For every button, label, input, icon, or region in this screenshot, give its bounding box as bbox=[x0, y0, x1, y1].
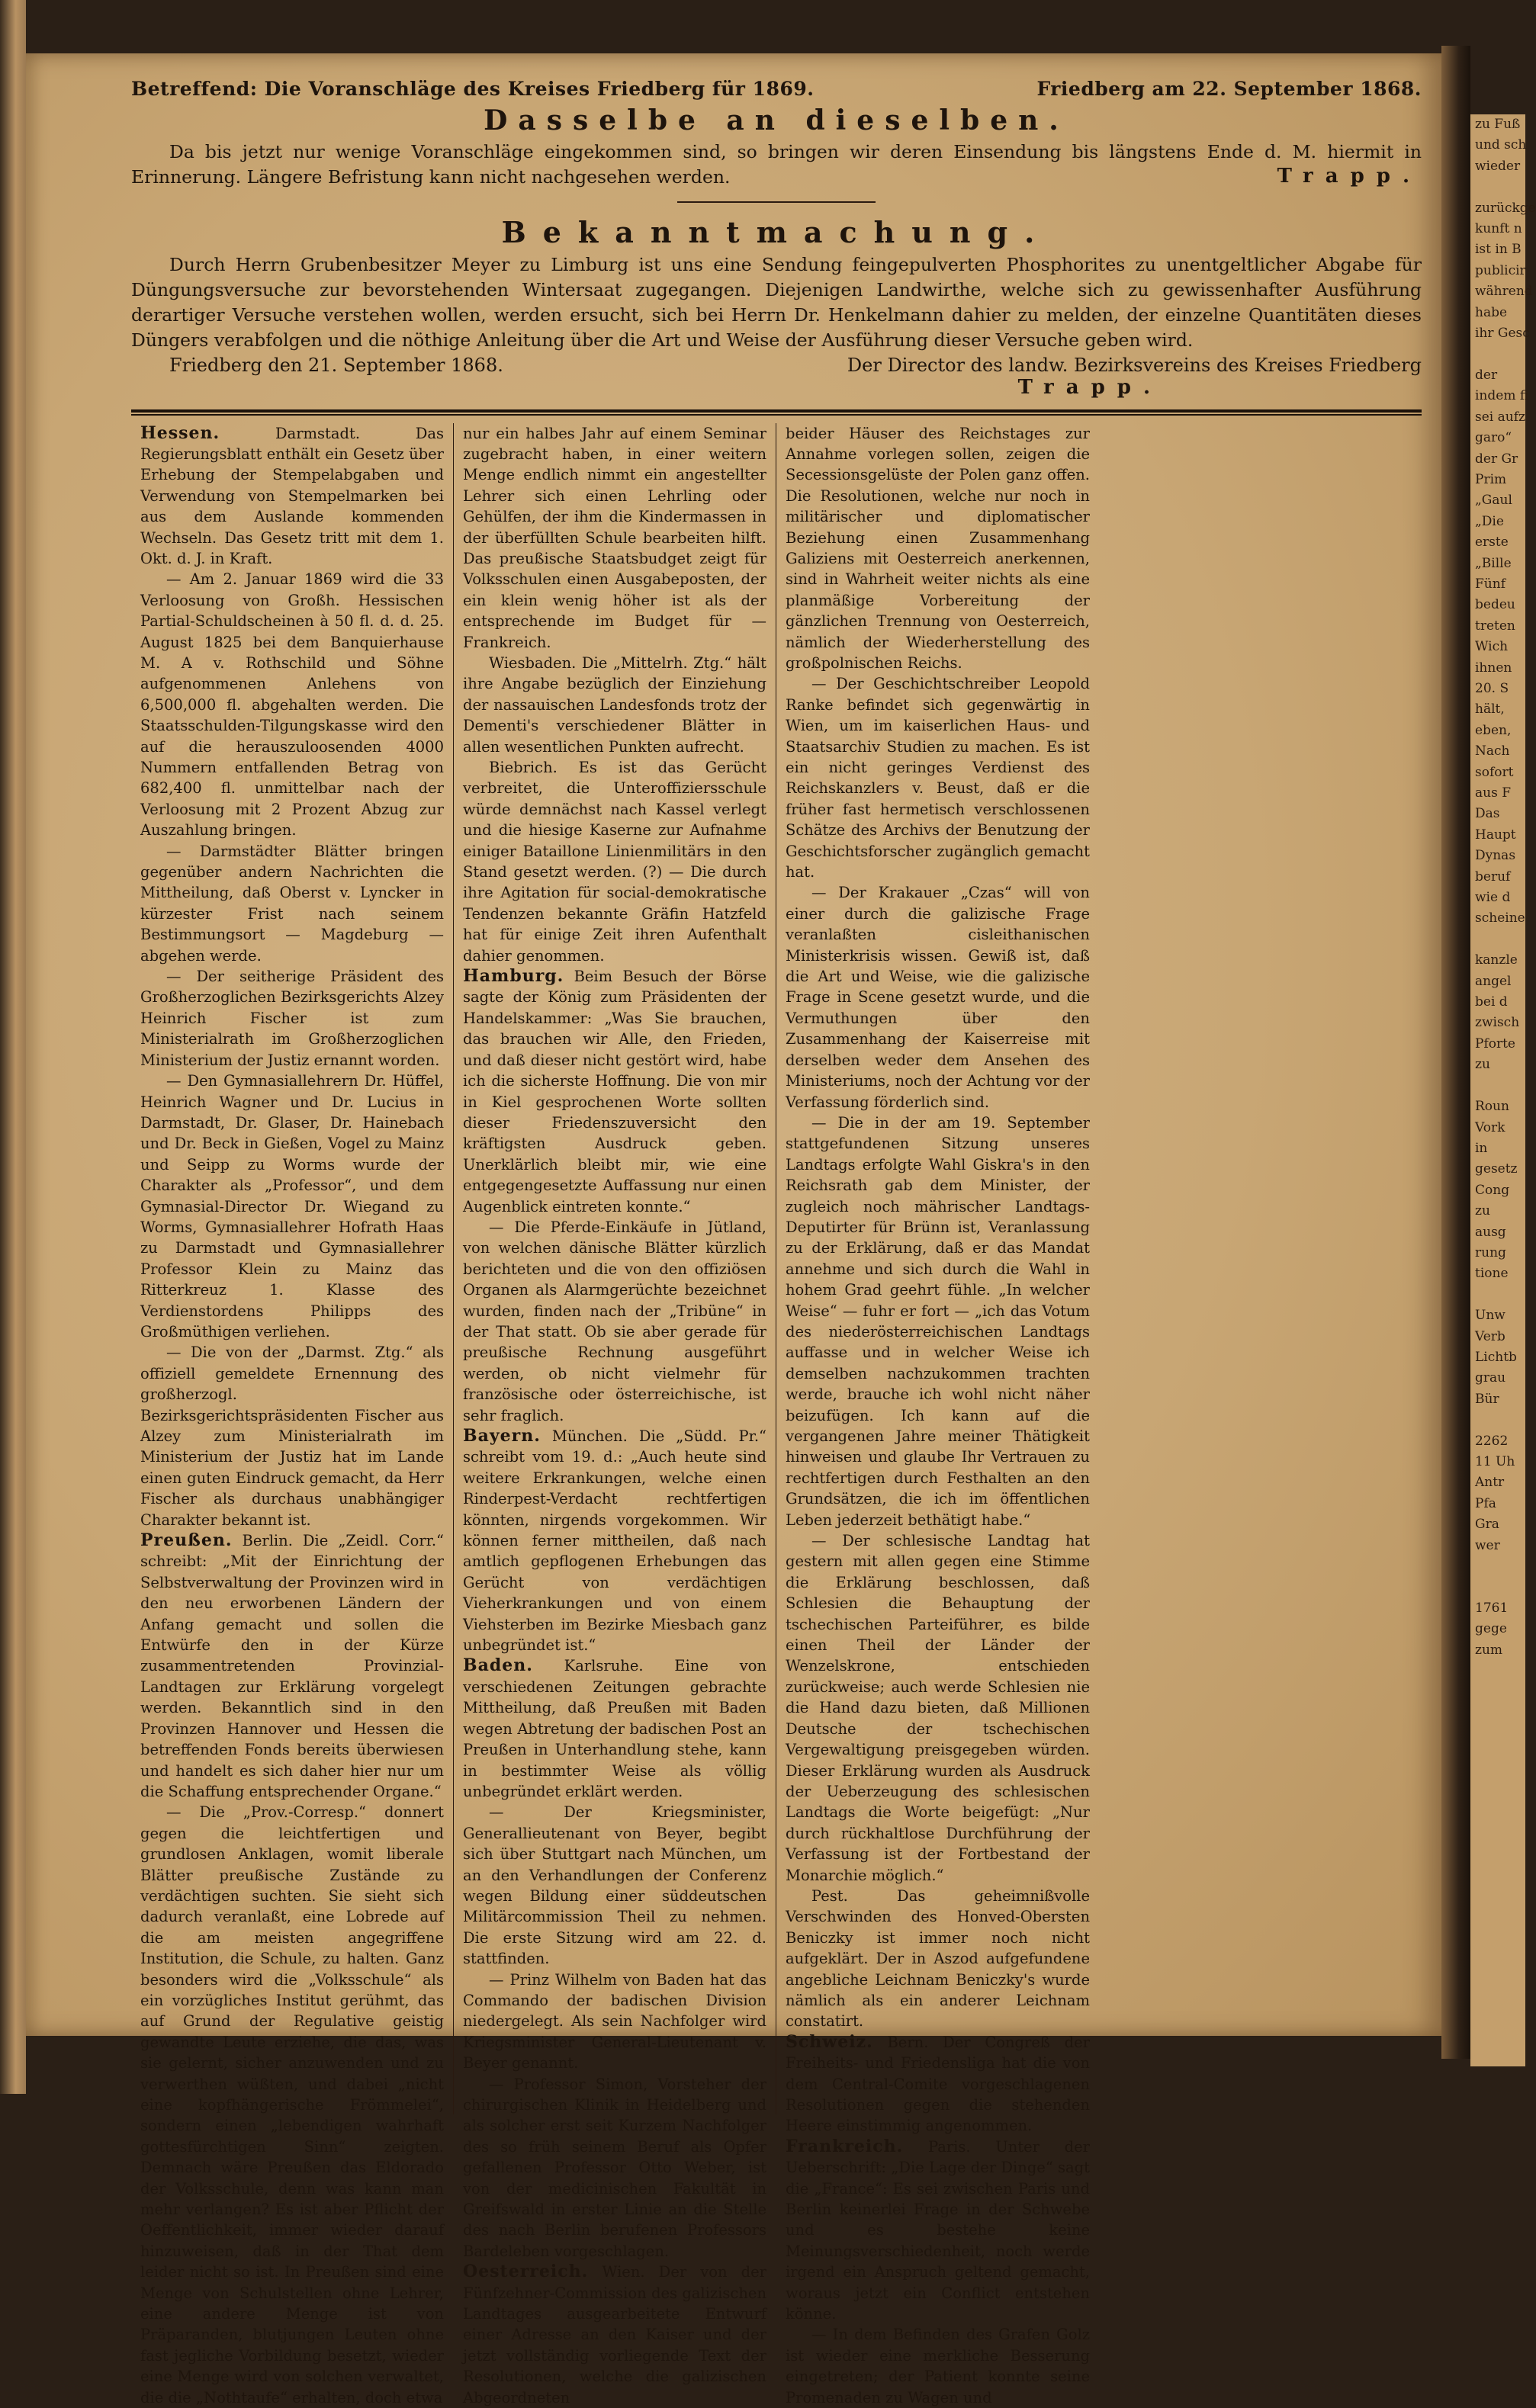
next-page-line: gege bbox=[1475, 1621, 1507, 1637]
next-page-line bbox=[1470, 1577, 1525, 1597]
next-page-line: Lichtb bbox=[1475, 1349, 1517, 1365]
article-text: nur ein halbes Jahr auf einem Seminar zugebracht haben, in einer weitern Menge endlich nimmt ein angestellter Lehrer sich einen Lehrling oder Gehülfen, der ihm die Kindermassen in der überfüllten Schule bearbeiten hilft. Das preußische Staatsbudget zeigt für Volksschulen einen Ausgabeposten, der ein klein wenig höher ist als der entsprechende im Budget für — Frankreich. bbox=[463, 424, 766, 651]
book-gutter bbox=[1441, 46, 1470, 2059]
article-paragraph bbox=[786, 1530, 1090, 1886]
next-page-line bbox=[1470, 177, 1525, 197]
next-page-line: 11 Uh bbox=[1475, 1454, 1515, 1469]
next-page-line: garo“ bbox=[1475, 430, 1512, 446]
article-text: — Der Kriegsminister, Generallieutenant von Beyer, begibt sich über Stuttgart nach München, um an den Verhandlungen der Conferenz wegen Bildung einer süddeutschen Militärcommission Theil zu nehmen. Die erste Sitzung wird am 22. d. stattfinden. bbox=[463, 1803, 766, 1968]
section-divider bbox=[677, 201, 876, 203]
notice2-signature: Trapp. bbox=[1017, 376, 1162, 399]
next-page-line: in bbox=[1475, 1140, 1488, 1156]
article-text: — Am 2. Januar 1869 wird die 33 Verloosung von Großh. Hessischen Partial-Schuldscheinen à 50 fl. d. d. 25. August 1825 bei dem Banquierhause M. A v. Rothschild und Söhne aufgenommenen Anlehens von 6,500,000 fl. abgehalten werden. Die Staatsschulden-Tilgungskasse wird den auf die herauszuloosenden 4000 Nummern entfallenden Betrag von 682,400 fl. unmittelbar nach der Verloosung mit 2 Prozent Abzug zur Auszahlung bringen. bbox=[140, 570, 444, 840]
article-paragraph bbox=[786, 2032, 1090, 2137]
article-paragraph bbox=[463, 1970, 766, 2074]
article-paragraph bbox=[140, 966, 444, 1071]
article-text: Karlsruhe. Eine von verschiedenen Zeitungen gebrachte Mittheilung, daß Preußen mit Baden wegen Abtretung der badischen Post an Preußen in Unterhandlung stehe, kann in bestimmter Weise als völlig unbegründet erklärt werden. bbox=[463, 1657, 766, 1800]
next-page-line: ausg bbox=[1475, 1224, 1506, 1240]
article-paragraph bbox=[140, 1342, 444, 1530]
next-page-line: Fünf bbox=[1475, 576, 1505, 592]
article-text: — Der Geschichtschreiber Leopold Ranke befindet sich gegenwärtig in Wien, um im kaiserlichen Haus- und Staatsarchiv Studien zu machen. Es ist ein nicht geringes Verdienst des Reichskanzlers v. Beust, daß er die früher fast hermetisch verschlossenen Schätze des Archivs der Benutzung der Geschichtsforscher zugänglich gemacht hat. bbox=[786, 675, 1090, 881]
next-page-line: sofort bbox=[1475, 764, 1514, 780]
next-page-line: sei aufz bbox=[1475, 409, 1525, 425]
article-paragraph bbox=[786, 1112, 1090, 1530]
next-page-line: habe bbox=[1475, 304, 1508, 320]
next-page-line bbox=[1470, 929, 1525, 950]
next-page-line: 20. S bbox=[1475, 680, 1509, 696]
next-page-line: tione bbox=[1475, 1266, 1509, 1282]
next-page-line: „Gaul bbox=[1475, 493, 1512, 509]
notice1-title: Dasselbe an dieselben. bbox=[484, 104, 1069, 136]
article-paragraph bbox=[463, 1217, 766, 1426]
article-text: — In dem Befinden des Grafen Golz ist wieder eine merkliche Besserung eingetreten; der Patient konnte seine Promenaden zu Wagen und bbox=[786, 2326, 1090, 2406]
next-page-line: angel bbox=[1475, 973, 1512, 989]
article-text: — Der schlesische Landtag hat gestern mit allen gegen eine Stimme die Erklärung beschlossen, daß Schlesien die Behauptung der tschechischen Parteiführer, es bilde einen Theil der Länder der Wenzelskrone, entschieden zurückweise; auch werde Schlesien nie die Hand dazu bieten, daß Millionen Deutsche der tschechischen Vergewaltigung preisgegeben würden. Dieser Erklärung wurden als Ausdruck der Ueberzeugung des schlesischen Landtags die Worte beigefügt: „Nur durch rückhaltlose Durchführung der Verfassung ist der Fortbestand der Monarchie möglich.“ bbox=[786, 1532, 1090, 1884]
next-page-line: wie d bbox=[1475, 890, 1511, 906]
article-text: — Die in der am 19. September stattgefundenen Sitzung unseres Landtags erfolgte Wahl Giskra's in den Reichsrath gab dem Minister, der zugleich noch mährischer Landtags-Deputirter für Brünn ist, Veranlassung zu der Erklärung, daß er das Mandat annehme und sich durch die Wahl in hohem Grad geehrt fühle. „In welcher Weise“ — fuhr er fort — „ich das Votum des niederösterreichischen Landtags auffasse und in welcher Weise ich demselben nachzukommen trachten werde, brauche ich wohl nicht näher beizufügen. Ich kann auf die vergangenen Jahre meiner Thätigkeit hinweisen und glaube Ihr Vertrauen zu rechtfertigen durch Festhalten an den Grundsätzen, die ich im öffentlichen Leben jederzeit bethätigt habe.“ bbox=[786, 1113, 1090, 1529]
news-column-3 bbox=[776, 423, 1099, 2406]
article-paragraph bbox=[463, 1426, 766, 1655]
article-paragraph bbox=[463, 757, 766, 966]
next-page-line: Roun bbox=[1475, 1099, 1509, 1115]
article-paragraph bbox=[140, 1802, 444, 2408]
article-text: — Darmstädter Blätter bringen gegenüber andern Nachrichten die Mittheilung, daß Oberst v. Lyncker in kürzester Frist nach seinem Bestimmungsort — Magdeburg — abgehen werde. bbox=[140, 842, 444, 965]
article-text: Berlin. Die „Zeidl. Corr.“ schreibt: „Mit der Einrichtung der Selbstverwaltung der Provinzen wird in den neu erworbenen Ländern der Anfang gemacht und sollen die Entwürfe den in der Kürze zusammentretenden Provinzial-Landtagen zur Erklärung vorgelegt werden. Bekanntlich sind in den Provinzen Hannover und Hessen die betreffenden Fonds bereits überwiesen und handelt es sich daher hier nur um die Schaffung entsprechender Organe.“ bbox=[140, 1532, 444, 1800]
announcement-header bbox=[131, 78, 1422, 100]
next-page-line: aus F bbox=[1475, 785, 1512, 801]
heavy-rule bbox=[131, 409, 1422, 413]
subject-line: Betreffend: Die Voranschläge des Kreises Friedberg für 1869. bbox=[131, 78, 815, 100]
news-column-2 bbox=[454, 423, 776, 2406]
notice2-title: Bekanntmachung. bbox=[501, 215, 1052, 249]
next-page-line bbox=[1470, 1285, 1525, 1305]
next-page-line: eben, bbox=[1475, 722, 1512, 738]
next-page-line: ihnen bbox=[1475, 660, 1512, 676]
next-page-line: „Die bbox=[1475, 513, 1504, 529]
state-heading: Frankreich. bbox=[786, 2136, 904, 2156]
article-paragraph bbox=[463, 653, 766, 757]
next-page-line bbox=[1470, 1410, 1525, 1430]
notice1-text: Da bis jetzt nur wenige Voranschläge eingekommen sind, so bringen wir deren Einsendung bis längstens Ende d. M. hiermit in Erinnerung. Längere Befristung kann nicht nachgesehen werden. bbox=[131, 141, 1422, 188]
article-text: Beim Besuch der Börse sagte der König zum Präsidenten der Handelskammer: „Was Sie brauchen, das brauchen wir Alle, den Frieden, und daß dieser nicht gestört wird, habe ich die sicherste Hoffnung. Die von mir in Kiel gesprochenen Worte sollten dieser Friedenszuversicht den kräftigsten Ausdruck geben. Unerklärlich bleibt mir, wie eine entgegengesetzte Auffassung nur einen Augenblick eintreten konnte.“ bbox=[463, 968, 766, 1215]
next-page-line: Gra bbox=[1475, 1517, 1499, 1533]
state-heading: Oesterreich. bbox=[463, 2262, 589, 2282]
next-page-line: 2262 bbox=[1475, 1433, 1509, 1449]
article-paragraph bbox=[786, 2324, 1090, 2408]
article-text: — Der seitherige Präsident des Großherzoglichen Bezirksgerichts Alzey Heinrich Fischer ist zum Ministerialrath im Großherzoglichen Ministerium der Justiz ernannt worden. bbox=[140, 968, 444, 1069]
article-text: beider Häuser des Reichstages zur Annahme vorlegen sollen, zeigen die Secessionsgelüste der Polen ganz offen. Die Resolutionen, welche nur noch in militärischer und diplomatischer Beziehung einen Zusammenhang Galiziens mit Oesterreich anerkennen, sind in Wahrheit weiter nichts als eine planmäßige Vorbereitung der gänzlichen Trennung von Oesterreich, nämlich der Wiederherstellung des großpolnischen Reichs. bbox=[786, 424, 1090, 672]
next-page-line: hält, bbox=[1475, 702, 1505, 718]
news-column-1 bbox=[131, 422, 454, 2406]
next-page-line: Verb bbox=[1475, 1328, 1505, 1344]
article-text: — Der Krakauer „Czas“ will von einer durch die galizische Frage veranlaßten cisleithanischen Ministerkrisis wissen. Gewiß ist, daß die Art und Weise, wie die galizische Frage in Scene gesetzt wurde, und die Vermuthungen über den Zusammenhang der Kaiserreise mit derselben weder dem Ansehen des Ministeriums, noch der Achtung vor der Verfassung förderlich sind. bbox=[786, 884, 1090, 1111]
next-page-line: ihr Gesc bbox=[1475, 326, 1530, 342]
article-paragraph bbox=[463, 966, 766, 1217]
next-page-line: Dynas bbox=[1475, 848, 1516, 864]
article-paragraph bbox=[140, 423, 444, 570]
next-page-line: Das bbox=[1475, 806, 1500, 822]
article-text: — Den Gymnasiallehrern Dr. Hüffel, Heinrich Wagner und Dr. Lucius in Darmstadt, Dr. Glaser, Dr. Hainebach und Dr. Beck in Gießen, Vogel zu Mainz und Seipp zu Worms wurde der Charakter als „Professor“, und dem Gymnasial-Director Dr. Wiegand zu Worms, Gymnasiallehrer Hofrath Haas zu Darmstadt und Gymnasiallehrer Professor Klein zu Mainz das Ritterkreuz 1. Klasse des Verdienstordens Philipps des Großmüthigen verliehen. bbox=[140, 1072, 444, 1340]
next-page-line: gesetz bbox=[1475, 1161, 1518, 1177]
next-page-line: zurückge bbox=[1475, 200, 1536, 216]
article-text: Wien. Der von der Fünfzehner-Commission des galizischen Landtages ausgearbeitete Entwurf einer Adresse an den Kaiser und der jetzt vollständig vorliegende Text der Resolutionen, welche die galizischen Abgeordneten bbox=[463, 2263, 766, 2406]
article-text: Wiesbaden. Die „Mittelrh. Ztg.“ hält ihre Angabe bezüglich der Einziehung der nassauischen Landesfonds trotz der Dementi's verschiedener Blätter in allen wesentlichen Punkten aufrecht. bbox=[463, 653, 766, 756]
next-page-line: treten bbox=[1475, 618, 1515, 634]
article-paragraph bbox=[786, 2137, 1090, 2325]
next-page-line: und sch bbox=[1475, 137, 1527, 153]
article-paragraph bbox=[140, 841, 444, 966]
state-heading: Schweiz. bbox=[786, 2031, 873, 2052]
article-paragraph bbox=[463, 423, 766, 653]
left-page-edge bbox=[0, 0, 26, 2094]
next-page-line: erste bbox=[1475, 535, 1509, 551]
state-heading: Hamburg. bbox=[463, 966, 564, 987]
article-paragraph bbox=[786, 673, 1090, 882]
next-page-line: kanzle bbox=[1475, 952, 1518, 968]
state-heading: Preußen. bbox=[140, 1530, 233, 1551]
next-page-line: zu bbox=[1475, 1203, 1490, 1219]
article-text: Biebrich. Es ist das Gerücht verbreitet, die Unteroffiziersschule würde demnächst nach Kassel verlegt und die hiesige Kaserne zur Aufnahme einiger Bataillone Linienmilitärs in den Stand gesetzt werden. (?) — Die durch ihre Agitation für social-demokratische Tendenzen bekannte Gräfin Hatzfeld hat für einige Zeit ihren Aufenthalt dahier genommen. bbox=[463, 759, 766, 965]
notice2-signature-block bbox=[131, 355, 1422, 376]
article-text: — Die Pferde-Einkäufe in Jütland, von welchen dänische Blätter kürzlich berichteten und die von den offiziösen Organen als Alarmgerüchte bezeichnet wurden, finden nach der „Tribüne“ in der That statt. Ob sie aber gerade für preußische Rechnung ausgeführt werden, ob nicht vielmehr für französische oder österreichische, ist sehr fraglich. bbox=[463, 1218, 766, 1424]
next-page-line: Wich bbox=[1475, 639, 1509, 655]
next-page-line: zum bbox=[1475, 1642, 1503, 1658]
next-page-line: kunft n bbox=[1475, 221, 1522, 237]
next-page-line: 1761 bbox=[1475, 1600, 1509, 1616]
next-page-line: Vork bbox=[1475, 1119, 1505, 1135]
article-text: — Professor Simon, Vorsteher der chirurgischen Klinik in Heidelberg und als solcher erst seit Kurzem Nachfolger des so früh seinem Beruf als Opfer gefallenen Professor Otto Weber, ist von der medicinischen Fakultät in Greifswald in erster Linie an die Stelle des nach Berlin berufenen Professors Bardeleben vorgeschlagen. bbox=[463, 2075, 766, 2260]
next-page-line: beruf bbox=[1475, 868, 1511, 885]
next-page-line bbox=[1470, 344, 1525, 364]
article-paragraph bbox=[786, 423, 1090, 674]
next-page-line: Nach bbox=[1475, 743, 1510, 759]
article-text: — Die von der „Darmst. Ztg.“ als offiziell gemeldete Ernennung des großherzogl. Bezirksgerichtspräsidenten Fischer aus Alzey zum Ministerialrath im Ministerium der Justiz hat im Lande einen guten Eindruck gemacht, da Herr Fischer als durchaus unabhängiger Charakter bekannt ist. bbox=[140, 1344, 444, 1529]
article-paragraph bbox=[140, 1071, 444, 1342]
next-page-line: rung bbox=[1475, 1244, 1506, 1260]
state-heading: Baden. bbox=[463, 1655, 533, 1676]
next-page-line: der Gr bbox=[1475, 451, 1518, 467]
next-page-line: Haupt bbox=[1475, 827, 1516, 843]
next-page-line: Pfa bbox=[1475, 1495, 1496, 1511]
next-page-line: wer bbox=[1475, 1537, 1500, 1553]
next-page-line: Prim bbox=[1475, 471, 1507, 487]
next-page-line: indem fi bbox=[1475, 388, 1529, 404]
thin-rule bbox=[131, 414, 1422, 416]
notice2-date: Friedberg den 21. September 1868. bbox=[169, 355, 503, 376]
next-page-line: scheine bbox=[1475, 910, 1525, 926]
article-paragraph bbox=[140, 1530, 444, 1802]
next-page-line: bedeu bbox=[1475, 597, 1515, 613]
next-page-line: bei d bbox=[1475, 994, 1508, 1010]
article-paragraph bbox=[463, 2262, 766, 2408]
article-text: Bern. Der Congreß der Freiheits- und Friedensliga hat die von dem Central-Comite vorgeschlagenen Resolutionen gegen die stehenden Heere einstimmig angenommen. bbox=[786, 2033, 1090, 2135]
next-page-line: wieder bbox=[1475, 158, 1521, 174]
next-page-fragment bbox=[1470, 114, 1536, 2066]
next-page-line: publicir bbox=[1475, 262, 1526, 278]
article-text: — Die „Prov.-Corresp.“ donnert gegen die leichtfertigen und grundlosen Anklagen, womit liberale Blätter preußische Zustände zu verdächtigen suchten. Sie sieht sich dadurch veranlaßt, eine Lobrede auf die am meisten angegriffene Institution, die Schule, zu halten. Ganz besonders wird die „Volksschule“ als ein vorzügliches Institut gerühmt, das auf Grund der Regulative geistig gewandte Leute erziehe, die das, was sie gelernt, sicher anzuwenden und zu verwerthen wüßten, und dabei „nicht eine kopfhängerische Frömmelei“, sondern einen „lebendigen wahrhaft gottesfürchtigen Sinn“ zeigten. Demnach wäre Preußen das Eldorado der Volksschule, denn was kann man mehr verlangen? Es ist aber Pflicht der Oeffentlichkeit, immer wieder darauf hinzuweisen, daß in der That dem leider nicht so ist. In Preußen sind eine Menge von Schulstellen ohne Lehrer, eine andere Menge ist von Präparanden, blutjungen Leuten ohne fast jegliche Vorbildung besetzt, wieder eine Menge wird von solchen verwaltet, die die „Nothtaufe“ erhalten, doch etwa bbox=[140, 1803, 444, 2406]
next-page-line bbox=[1470, 1556, 1525, 1577]
article-paragraph bbox=[463, 2074, 766, 2262]
notice1-signature: Trapp. bbox=[1277, 165, 1422, 188]
state-heading: Hessen. bbox=[140, 422, 220, 443]
next-page-line bbox=[1470, 1076, 1525, 1096]
page-content bbox=[131, 78, 1422, 2406]
state-heading: Bayern. bbox=[463, 1426, 541, 1446]
article-text: — Prinz Wilhelm von Baden hat das Commando der badischen Division niedergelegt. Als sein Nachfolger wird Kriegsminister General-Lieutenant v. Beyer genannt. bbox=[463, 1970, 766, 2072]
article-paragraph bbox=[463, 1655, 766, 1802]
next-page-line: zwisch bbox=[1475, 1015, 1520, 1031]
article-paragraph bbox=[463, 1802, 766, 1969]
next-page-line: während bbox=[1475, 284, 1533, 300]
article-text: Pest. Das geheimnißvolle Verschwinden des Honved-Obersten Beniczky ist immer noch nicht aufgeklärt. Der in Aszod aufgefundene angebliche Leichnam Beniczky's wurde nämlich als ein anderer Leichnam constatirt. bbox=[786, 1886, 1090, 2031]
next-page-line: der bbox=[1475, 367, 1498, 383]
article-paragraph bbox=[786, 882, 1090, 1112]
notice2-signature-line1: Der Director des landw. Bezirksvereins des Kreises Friedberg bbox=[847, 355, 1422, 376]
next-page-line: zu Fuß bbox=[1475, 117, 1521, 132]
next-page-line: grau bbox=[1475, 1370, 1506, 1386]
article-text: München. Die „Südd. Pr.“ schreibt vom 19. d.: „Auch heute sind weitere Erkrankungen, welche einen Rinderpest-Verdacht rechtfertigen könnten, nirgends vorgekommen. Wir können ferner mittheilen, daß nach amtlich gepflogenen Erhebungen das Gerücht von verdächtigen Vieherkrankungen und von einem Viehsterben im Bezirke Miesbach ganz unbegründet ist.“ bbox=[463, 1427, 766, 1655]
next-page-line: ist in B bbox=[1475, 242, 1522, 258]
next-page-line: Bür bbox=[1475, 1391, 1499, 1407]
next-page-line: „Bille bbox=[1475, 555, 1512, 571]
next-page-line: Cong bbox=[1475, 1182, 1510, 1198]
next-page-line: Pforte bbox=[1475, 1035, 1515, 1051]
article-paragraph bbox=[140, 569, 444, 840]
dateline: Friedberg am 22. September 1868. bbox=[1036, 78, 1422, 100]
article-text: Paris. Unter der Ueberschrift: „Die Lage der Dinge“ sagt die „France“: Es sei zwischen Paris und Berlin keinerlei Frage in der Schwebe und es bestehe keine Meinungsverschiedenheit, noch werde irgend ein Anspruch geltend gemacht, woraus jetzt ein Conflict entstehen könne. bbox=[786, 2137, 1090, 2323]
article-text: Darmstadt. Das Regierungsblatt enthält ein Gesetz über Erhebung der Stempelabgaben und Verwendung von Stempelmarken bei aus dem Auslande kommenden Wechseln. Das Gesetz tritt mit dem 1. Okt. d. J. in Kraft. bbox=[140, 424, 445, 567]
notice2-text: Durch Herrn Grubenbesitzer Meyer zu Limburg ist uns eine Sendung feingepulverten Phosphorites zu unentgeltlicher Abgabe für Düngungsversuche zur bevorstehenden Wintersaat zugegangen. Diejenigen Landwirthe, welche sich zu gewissenhafter Ausführung derartiger Versuche verstehen wollen, werden ersucht, sich bei Herrn Dr. Henkelmann dahier zu melden, der einzelne Quantitäten dieses Düngers verabfolgen und die nöthige Anleitung über die Art und Weise der Ausführung dieser Versuche geben wird. bbox=[131, 254, 1422, 351]
next-page-line: Antr bbox=[1475, 1475, 1505, 1491]
article-paragraph bbox=[786, 1886, 1090, 2032]
next-page-line: zu bbox=[1475, 1057, 1490, 1073]
next-page-line: Unw bbox=[1475, 1308, 1505, 1324]
news-columns bbox=[131, 422, 1422, 2406]
